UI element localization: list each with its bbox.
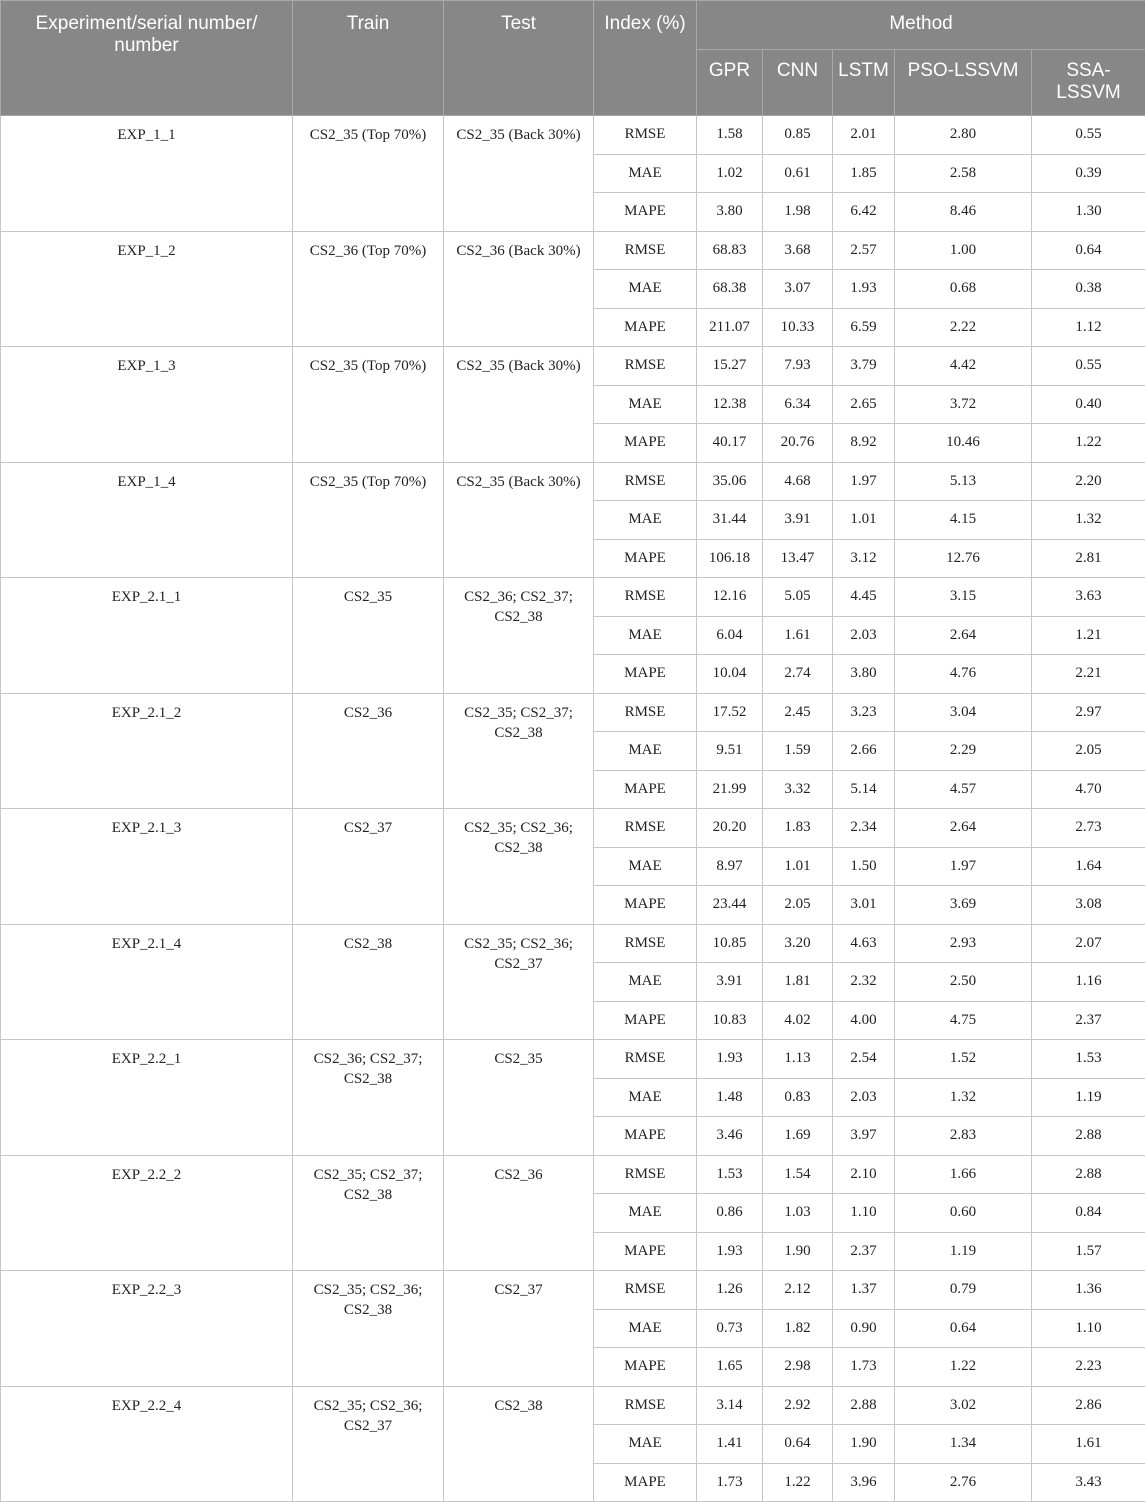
value-cell: 0.55 — [1032, 347, 1145, 386]
header-method-lstm: LSTM — [833, 50, 895, 116]
value-cell: 3.79 — [833, 347, 895, 386]
experiment-id-cell: EXP_2.2_4 — [1, 1386, 293, 1502]
test-cell: CS2_36 — [444, 1155, 594, 1271]
value-cell: 0.64 — [895, 1309, 1032, 1348]
table-row — [1, 462, 1145, 501]
test-cell: CS2_35 (Back 30%) — [444, 116, 594, 232]
value-cell: 1.58 — [697, 116, 763, 155]
value-cell: 3.01 — [833, 886, 895, 925]
header-experiment: Experiment/serial number/ number — [1, 1, 293, 116]
value-cell: 0.83 — [763, 1078, 833, 1117]
value-cell: 2.81 — [1032, 539, 1145, 578]
value-cell: 0.64 — [1032, 231, 1145, 270]
value-cell: 3.63 — [1032, 578, 1145, 617]
value-cell: 2.03 — [833, 1078, 895, 1117]
index-cell: MAPE — [594, 424, 697, 463]
value-cell: 1.19 — [1032, 1078, 1145, 1117]
experiment-id-cell: EXP_2.1_4 — [1, 924, 293, 1040]
index-cell: MAE — [594, 616, 697, 655]
value-cell: 0.79 — [895, 1271, 1032, 1310]
test-cell: CS2_38 — [444, 1386, 594, 1502]
table-row — [1, 231, 1145, 270]
header-index: Index (%) — [594, 1, 697, 116]
value-cell: 2.88 — [1032, 1117, 1145, 1156]
experiment-id-cell: EXP_2.1_1 — [1, 578, 293, 694]
value-cell: 2.03 — [833, 616, 895, 655]
value-cell: 3.69 — [895, 886, 1032, 925]
value-cell: 3.96 — [833, 1463, 895, 1502]
index-cell: RMSE — [594, 809, 697, 848]
value-cell: 1.66 — [895, 1155, 1032, 1194]
value-cell: 3.12 — [833, 539, 895, 578]
value-cell: 0.85 — [763, 116, 833, 155]
value-cell: 2.88 — [1032, 1155, 1145, 1194]
value-cell: 2.01 — [833, 116, 895, 155]
value-cell: 1.13 — [763, 1040, 833, 1079]
index-cell: RMSE — [594, 578, 697, 617]
index-cell: MAPE — [594, 1232, 697, 1271]
value-cell: 1.57 — [1032, 1232, 1145, 1271]
header-test: Test — [444, 1, 594, 116]
train-cell: CS2_35 (Top 70%) — [293, 462, 444, 578]
value-cell: 1.10 — [833, 1194, 895, 1233]
experiment-id-cell: EXP_2.2_2 — [1, 1155, 293, 1271]
value-cell: 3.15 — [895, 578, 1032, 617]
value-cell: 6.59 — [833, 308, 895, 347]
value-cell: 40.17 — [697, 424, 763, 463]
test-cell: CS2_35; CS2_36; CS2_37 — [444, 924, 594, 1040]
value-cell: 2.73 — [1032, 809, 1145, 848]
test-cell: CS2_36 (Back 30%) — [444, 231, 594, 347]
table-row — [1, 924, 1145, 963]
value-cell: 2.05 — [1032, 732, 1145, 771]
value-cell: 68.38 — [697, 270, 763, 309]
value-cell: 10.46 — [895, 424, 1032, 463]
experiment-id-cell: EXP_2.1_2 — [1, 693, 293, 809]
value-cell: 3.72 — [895, 385, 1032, 424]
index-cell: RMSE — [594, 924, 697, 963]
value-cell: 2.54 — [833, 1040, 895, 1079]
value-cell: 1.34 — [895, 1425, 1032, 1464]
value-cell: 2.34 — [833, 809, 895, 848]
value-cell: 2.98 — [763, 1348, 833, 1387]
value-cell: 6.42 — [833, 193, 895, 232]
header-method-gpr: GPR — [697, 50, 763, 116]
value-cell: 2.57 — [833, 231, 895, 270]
header-method-cnn: CNN — [763, 50, 833, 116]
value-cell: 10.83 — [697, 1001, 763, 1040]
value-cell: 1.10 — [1032, 1309, 1145, 1348]
header-method-ssa-lssvm: SSA-LSSVM — [1032, 50, 1145, 116]
value-cell: 1.22 — [1032, 424, 1145, 463]
value-cell: 1.97 — [895, 847, 1032, 886]
value-cell: 2.86 — [1032, 1386, 1145, 1425]
index-cell: MAE — [594, 270, 697, 309]
value-cell: 3.14 — [697, 1386, 763, 1425]
value-cell: 9.51 — [697, 732, 763, 771]
value-cell: 2.80 — [895, 116, 1032, 155]
header-train: Train — [293, 1, 444, 116]
value-cell: 4.02 — [763, 1001, 833, 1040]
value-cell: 1.82 — [763, 1309, 833, 1348]
value-cell: 1.26 — [697, 1271, 763, 1310]
value-cell: 1.37 — [833, 1271, 895, 1310]
index-cell: MAE — [594, 1194, 697, 1233]
test-cell: CS2_37 — [444, 1271, 594, 1387]
value-cell: 2.12 — [763, 1271, 833, 1310]
value-cell: 2.29 — [895, 732, 1032, 771]
index-cell: RMSE — [594, 1271, 697, 1310]
value-cell: 2.20 — [1032, 462, 1145, 501]
table-row — [1, 693, 1145, 732]
value-cell: 4.00 — [833, 1001, 895, 1040]
value-cell: 1.73 — [833, 1348, 895, 1387]
index-cell: MAE — [594, 501, 697, 540]
value-cell: 31.44 — [697, 501, 763, 540]
table-header — [1, 1, 1145, 116]
value-cell: 211.07 — [697, 308, 763, 347]
test-cell: CS2_36; CS2_37; CS2_38 — [444, 578, 594, 694]
value-cell: 1.93 — [697, 1232, 763, 1271]
value-cell: 1.03 — [763, 1194, 833, 1233]
value-cell: 2.83 — [895, 1117, 1032, 1156]
value-cell: 3.43 — [1032, 1463, 1145, 1502]
index-cell: MAPE — [594, 1348, 697, 1387]
value-cell: 2.23 — [1032, 1348, 1145, 1387]
index-cell: RMSE — [594, 462, 697, 501]
value-cell: 3.04 — [895, 693, 1032, 732]
index-cell: MAE — [594, 1078, 697, 1117]
index-cell: MAE — [594, 963, 697, 1002]
train-cell: CS2_35 — [293, 578, 444, 694]
value-cell: 10.04 — [697, 655, 763, 694]
train-cell: CS2_35; CS2_36; CS2_38 — [293, 1271, 444, 1387]
index-cell: MAPE — [594, 308, 697, 347]
index-cell: RMSE — [594, 1040, 697, 1079]
value-cell: 20.76 — [763, 424, 833, 463]
value-cell: 4.68 — [763, 462, 833, 501]
value-cell: 1.73 — [697, 1463, 763, 1502]
value-cell: 1.41 — [697, 1425, 763, 1464]
value-cell: 4.70 — [1032, 770, 1145, 809]
value-cell: 2.92 — [763, 1386, 833, 1425]
value-cell: 3.23 — [833, 693, 895, 732]
index-cell: MAPE — [594, 539, 697, 578]
value-cell: 1.90 — [763, 1232, 833, 1271]
value-cell: 2.97 — [1032, 693, 1145, 732]
value-cell: 1.61 — [763, 616, 833, 655]
value-cell: 0.73 — [697, 1309, 763, 1348]
index-cell: RMSE — [594, 347, 697, 386]
index-cell: MAPE — [594, 1001, 697, 1040]
value-cell: 1.53 — [697, 1155, 763, 1194]
train-cell: CS2_35 (Top 70%) — [293, 347, 444, 463]
index-cell: MAE — [594, 1425, 697, 1464]
value-cell: 2.32 — [833, 963, 895, 1002]
value-cell: 2.64 — [895, 809, 1032, 848]
index-cell: RMSE — [594, 1386, 697, 1425]
value-cell: 35.06 — [697, 462, 763, 501]
value-cell: 6.04 — [697, 616, 763, 655]
index-cell: MAPE — [594, 193, 697, 232]
test-cell: CS2_35; CS2_37; CS2_38 — [444, 693, 594, 809]
value-cell: 3.02 — [895, 1386, 1032, 1425]
index-cell: MAE — [594, 385, 697, 424]
index-cell: RMSE — [594, 231, 697, 270]
value-cell: 17.52 — [697, 693, 763, 732]
value-cell: 21.99 — [697, 770, 763, 809]
value-cell: 1.48 — [697, 1078, 763, 1117]
value-cell: 4.42 — [895, 347, 1032, 386]
value-cell: 10.33 — [763, 308, 833, 347]
value-cell: 1.50 — [833, 847, 895, 886]
value-cell: 0.60 — [895, 1194, 1032, 1233]
value-cell: 1.36 — [1032, 1271, 1145, 1310]
index-cell: MAPE — [594, 1463, 697, 1502]
value-cell: 2.66 — [833, 732, 895, 771]
value-cell: 2.88 — [833, 1386, 895, 1425]
value-cell: 2.45 — [763, 693, 833, 732]
value-cell: 1.61 — [1032, 1425, 1145, 1464]
value-cell: 1.00 — [895, 231, 1032, 270]
value-cell: 0.84 — [1032, 1194, 1145, 1233]
experiment-id-cell: EXP_1_2 — [1, 231, 293, 347]
value-cell: 3.97 — [833, 1117, 895, 1156]
value-cell: 23.44 — [697, 886, 763, 925]
value-cell: 2.50 — [895, 963, 1032, 1002]
test-cell: CS2_35 (Back 30%) — [444, 462, 594, 578]
value-cell: 1.21 — [1032, 616, 1145, 655]
value-cell: 4.76 — [895, 655, 1032, 694]
value-cell: 4.63 — [833, 924, 895, 963]
experiment-id-cell: EXP_1_3 — [1, 347, 293, 463]
value-cell: 2.76 — [895, 1463, 1032, 1502]
value-cell: 68.83 — [697, 231, 763, 270]
test-cell: CS2_35 (Back 30%) — [444, 347, 594, 463]
value-cell: 1.01 — [763, 847, 833, 886]
value-cell: 12.16 — [697, 578, 763, 617]
value-cell: 0.64 — [763, 1425, 833, 1464]
value-cell: 4.15 — [895, 501, 1032, 540]
value-cell: 12.38 — [697, 385, 763, 424]
value-cell: 12.76 — [895, 539, 1032, 578]
value-cell: 3.80 — [697, 193, 763, 232]
value-cell: 1.12 — [1032, 308, 1145, 347]
value-cell: 3.07 — [763, 270, 833, 309]
value-cell: 8.92 — [833, 424, 895, 463]
train-cell: CS2_35 (Top 70%) — [293, 116, 444, 232]
value-cell: 4.75 — [895, 1001, 1032, 1040]
value-cell: 4.57 — [895, 770, 1032, 809]
value-cell: 5.13 — [895, 462, 1032, 501]
index-cell: MAE — [594, 847, 697, 886]
value-cell: 2.37 — [833, 1232, 895, 1271]
value-cell: 1.93 — [697, 1040, 763, 1079]
value-cell: 1.90 — [833, 1425, 895, 1464]
experiment-id-cell: EXP_2.2_1 — [1, 1040, 293, 1156]
value-cell: 1.97 — [833, 462, 895, 501]
value-cell: 2.64 — [895, 616, 1032, 655]
value-cell: 5.14 — [833, 770, 895, 809]
value-cell: 2.65 — [833, 385, 895, 424]
value-cell: 3.68 — [763, 231, 833, 270]
value-cell: 2.07 — [1032, 924, 1145, 963]
value-cell: 3.20 — [763, 924, 833, 963]
index-cell: MAE — [594, 154, 697, 193]
value-cell: 2.10 — [833, 1155, 895, 1194]
value-cell: 2.93 — [895, 924, 1032, 963]
value-cell: 0.61 — [763, 154, 833, 193]
value-cell: 1.02 — [697, 154, 763, 193]
index-cell: RMSE — [594, 1155, 697, 1194]
train-cell: CS2_36; CS2_37; CS2_38 — [293, 1040, 444, 1156]
value-cell: 13.47 — [763, 539, 833, 578]
index-cell: MAE — [594, 1309, 697, 1348]
test-cell: CS2_35; CS2_36; CS2_38 — [444, 809, 594, 925]
value-cell: 1.98 — [763, 193, 833, 232]
value-cell: 1.01 — [833, 501, 895, 540]
index-cell: RMSE — [594, 693, 697, 732]
table-row — [1, 1040, 1145, 1079]
value-cell: 8.97 — [697, 847, 763, 886]
value-cell: 2.22 — [895, 308, 1032, 347]
value-cell: 20.20 — [697, 809, 763, 848]
value-cell: 1.30 — [1032, 193, 1145, 232]
value-cell: 3.80 — [833, 655, 895, 694]
table-row — [1, 1271, 1145, 1310]
value-cell: 0.68 — [895, 270, 1032, 309]
index-cell: RMSE — [594, 116, 697, 155]
value-cell: 1.83 — [763, 809, 833, 848]
value-cell: 3.46 — [697, 1117, 763, 1156]
experiment-id-cell: EXP_1_1 — [1, 116, 293, 232]
value-cell: 0.90 — [833, 1309, 895, 1348]
train-cell: CS2_36 — [293, 693, 444, 809]
value-cell: 1.22 — [895, 1348, 1032, 1387]
table-row — [1, 578, 1145, 617]
index-cell: MAPE — [594, 1117, 697, 1156]
value-cell: 2.74 — [763, 655, 833, 694]
value-cell: 1.52 — [895, 1040, 1032, 1079]
value-cell: 5.05 — [763, 578, 833, 617]
train-cell: CS2_38 — [293, 924, 444, 1040]
value-cell: 1.59 — [763, 732, 833, 771]
train-cell: CS2_37 — [293, 809, 444, 925]
index-cell: MAPE — [594, 770, 697, 809]
table-row — [1, 347, 1145, 386]
value-cell: 2.37 — [1032, 1001, 1145, 1040]
value-cell: 0.55 — [1032, 116, 1145, 155]
value-cell: 6.34 — [763, 385, 833, 424]
value-cell: 0.86 — [697, 1194, 763, 1233]
value-cell: 0.39 — [1032, 154, 1145, 193]
value-cell: 1.32 — [1032, 501, 1145, 540]
value-cell: 1.85 — [833, 154, 895, 193]
value-cell: 0.40 — [1032, 385, 1145, 424]
value-cell: 1.65 — [697, 1348, 763, 1387]
train-cell: CS2_36 (Top 70%) — [293, 231, 444, 347]
header-method-pso-lssvm: PSO-LSSVM — [895, 50, 1032, 116]
value-cell: 1.69 — [763, 1117, 833, 1156]
value-cell: 0.38 — [1032, 270, 1145, 309]
index-cell: MAPE — [594, 655, 697, 694]
test-cell: CS2_35 — [444, 1040, 594, 1156]
value-cell: 15.27 — [697, 347, 763, 386]
index-cell: MAPE — [594, 886, 697, 925]
experiment-id-cell: EXP_2.2_3 — [1, 1271, 293, 1387]
value-cell: 1.64 — [1032, 847, 1145, 886]
table-row — [1, 1155, 1145, 1194]
value-cell: 1.22 — [763, 1463, 833, 1502]
value-cell: 7.93 — [763, 347, 833, 386]
value-cell: 1.54 — [763, 1155, 833, 1194]
value-cell: 2.58 — [895, 154, 1032, 193]
value-cell: 1.16 — [1032, 963, 1145, 1002]
value-cell: 1.93 — [833, 270, 895, 309]
value-cell: 1.32 — [895, 1078, 1032, 1117]
value-cell: 10.85 — [697, 924, 763, 963]
value-cell: 1.53 — [1032, 1040, 1145, 1079]
value-cell: 3.91 — [763, 501, 833, 540]
value-cell: 106.18 — [697, 539, 763, 578]
header-method: Method — [697, 1, 1145, 50]
value-cell: 8.46 — [895, 193, 1032, 232]
value-cell: 2.05 — [763, 886, 833, 925]
value-cell: 3.08 — [1032, 886, 1145, 925]
experiment-id-cell: EXP_1_4 — [1, 462, 293, 578]
value-cell: 1.81 — [763, 963, 833, 1002]
index-cell: MAE — [594, 732, 697, 771]
table-row — [1, 1386, 1145, 1425]
table-body — [1, 116, 1145, 1502]
value-cell: 2.21 — [1032, 655, 1145, 694]
table-row — [1, 116, 1145, 155]
experiment-id-cell: EXP_2.1_3 — [1, 809, 293, 925]
train-cell: CS2_35; CS2_37; CS2_38 — [293, 1155, 444, 1271]
table-row — [1, 809, 1145, 848]
value-cell: 3.91 — [697, 963, 763, 1002]
value-cell: 3.32 — [763, 770, 833, 809]
value-cell: 1.19 — [895, 1232, 1032, 1271]
value-cell: 4.45 — [833, 578, 895, 617]
train-cell: CS2_35; CS2_36; CS2_37 — [293, 1386, 444, 1502]
